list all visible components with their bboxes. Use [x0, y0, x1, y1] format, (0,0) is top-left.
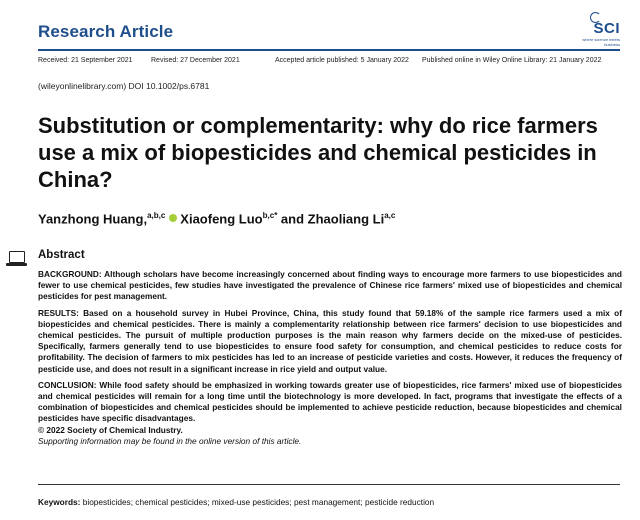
- author-affiliation: a,b,c: [147, 211, 166, 220]
- published-date: Published online in Wiley Online Library: 21 January 2022: [422, 57, 602, 64]
- keywords-label: Keywords:: [38, 497, 81, 507]
- author-affiliation: a,c: [384, 211, 396, 220]
- publication-dates: [38, 57, 620, 69]
- orcid-icon[interactable]: [169, 214, 177, 222]
- author-name[interactable]: Yanzhong Huang,: [38, 211, 148, 227]
- abstract-background: BACKGROUND: Although scholars have become increasingly concerned about finding ways to encourage more farmers to use biopesticides and fewer to use chemical pesticides, few studies have investigated the prevalence of Chinese rice farmers' mixed use of biopesticides and chemical pesticides for pest management.: [38, 269, 622, 302]
- abstract-results: RESULTS: Based on a household survey in Hubei Province, China, this study found that 59.18% of the sample rice farmers used a mix of biopesticides and chemical pesticides. There is mainly a complementarity relationship between rice farmers' decision to use biopesticides and chemical pesticides. The pursuit of multiple production purposes is the main reason why farmers decide on the mixed-use of pesticides. Specifically, farmers generally tend to use biopesticides to ensure food safety for consumption, and chemical pesticides to reduce costs for profitability. The decision of farmers to mix pesticides has led to an increase of pesticide varieties and costs. However, it reduces the frequency of pesticide use, and does not result in a significant increase in rice yield and output value.: [38, 307, 622, 374]
- author-affiliation: b,c*: [262, 211, 278, 220]
- header-rule: [38, 49, 620, 51]
- author-name[interactable]: and Zhaoliang Li: [277, 211, 385, 227]
- abstract-conclusion: [38, 380, 622, 447]
- supporting-info: Supporting information may be found in the online version of this article.: [38, 435, 302, 446]
- accepted-date: Accepted article published: 5 January 2022: [275, 57, 409, 64]
- logo-text: SCI: [593, 20, 620, 37]
- author-name[interactable]: Xiaofeng Luo: [180, 211, 263, 227]
- article-type-label: Research Article: [38, 22, 174, 41]
- keywords-line: [38, 497, 434, 507]
- keywords-rule: [38, 484, 620, 485]
- author-list: [38, 211, 395, 226]
- doi-line[interactable]: (wileyonlinelibrary.com) DOI 10.1002/ps.6781: [38, 81, 210, 91]
- received-date: Received: 21 September 2021: [38, 57, 133, 64]
- abstract-body: [38, 269, 622, 447]
- conclusion-text: CONCLUSION: While food safety should be emphasized in working towards greater use of biopesticides, rice farmers' mixed use of biopesticides and chemical pesticides will remain for a long time until the biotechnology is more developed. In fact, programs that investigate the effects of a combination of biopesticides and chemical pesticides should be implemented to achieve pesticide reduction, because biopesticides and chemical pesticides have specific disadvantages.: [38, 379, 622, 424]
- keywords-text: biopesticides; chemical pesticides; mixed-use pesticides; pest management; pesticide reduction: [82, 497, 435, 507]
- logo-tagline: where science meets business: [582, 37, 620, 47]
- sci-logo: [576, 12, 620, 50]
- abstract-heading: Abstract: [38, 249, 85, 261]
- revised-date: Revised: 27 December 2021: [151, 57, 240, 64]
- laptop-icon: [6, 248, 28, 270]
- copyright-line: © 2022 Society of Chemical Industry.: [38, 424, 183, 435]
- article-title: Substitution or complementarity: why do rice farmers use a mix of biopesticides and chemical pesticides in China?: [38, 113, 598, 192]
